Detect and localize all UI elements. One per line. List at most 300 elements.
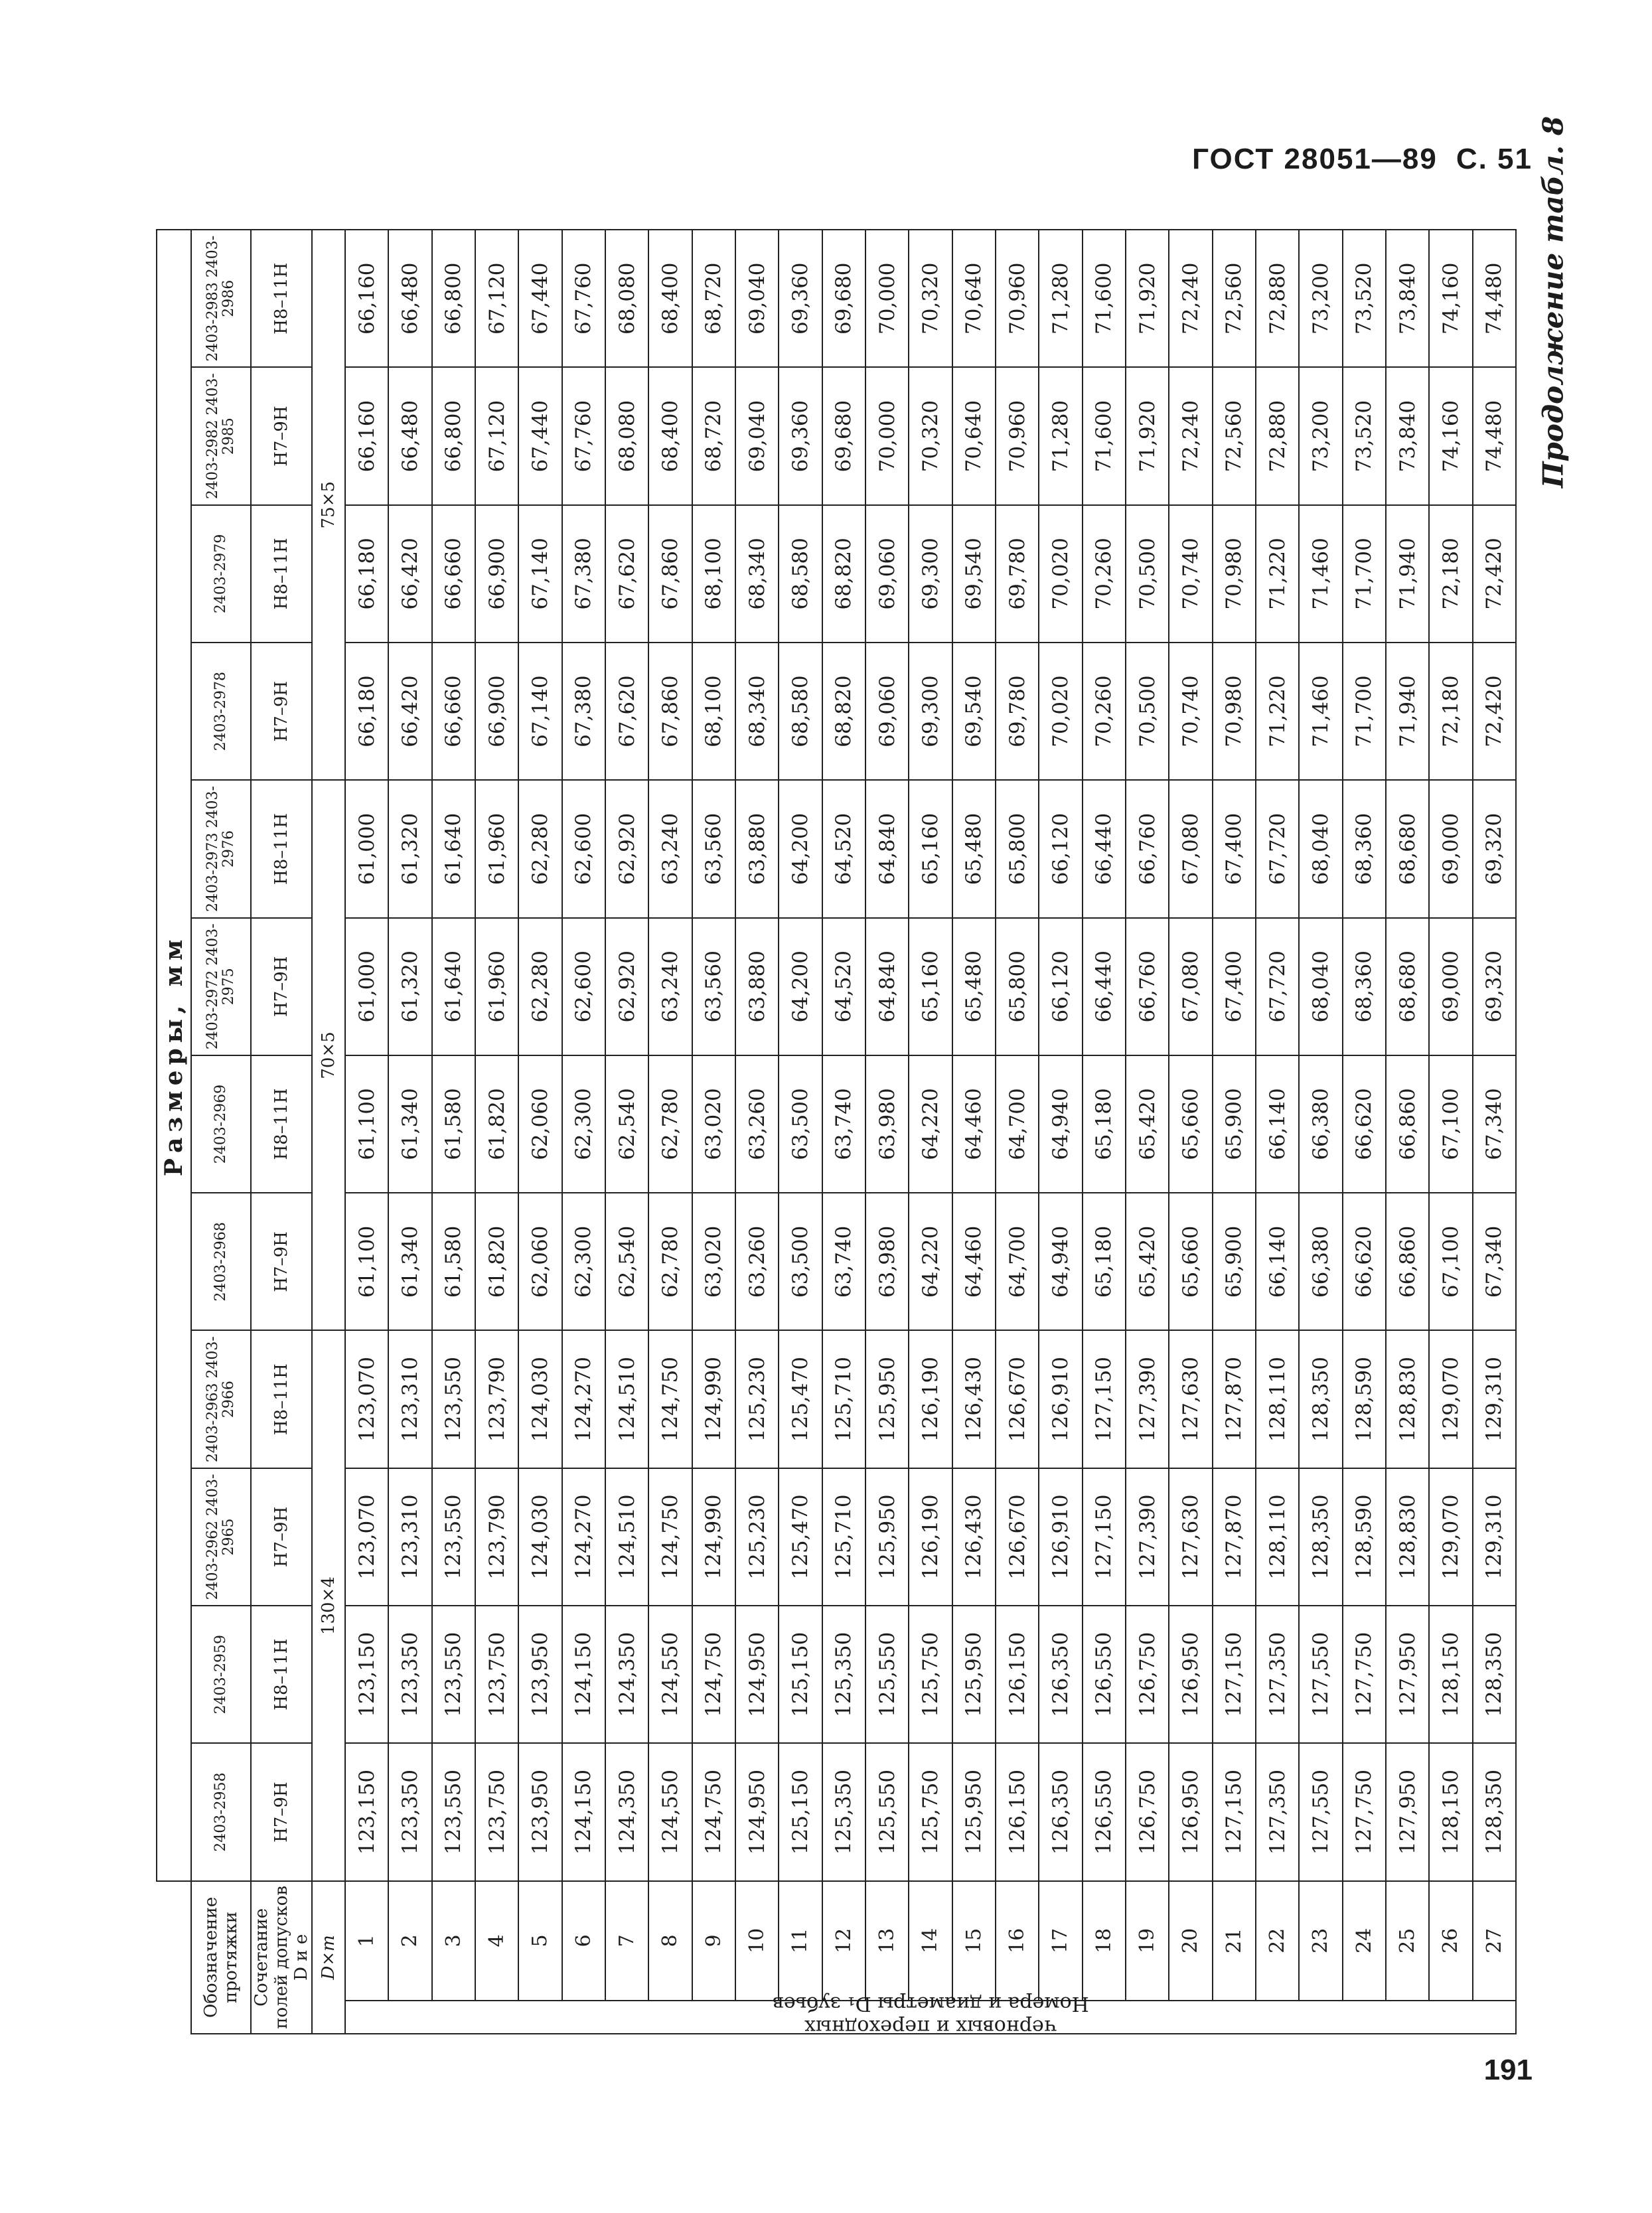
tooth-number: 8 (648, 1881, 692, 2001)
designation-cell: 2403-2973 2403-2976 (191, 780, 251, 917)
diameter-cell: 67,140 (518, 505, 562, 643)
diameter-cell: 69,040 (735, 230, 779, 367)
diameter-cell: 124,030 (518, 1331, 562, 1468)
diameter-cell: 70,020 (1039, 643, 1082, 780)
diameter-cell: 64,520 (822, 918, 865, 1055)
diameter-cell: 64,700 (996, 1055, 1039, 1193)
diameter-cell: 69,360 (779, 367, 822, 504)
table-row (648, 230, 692, 2034)
table-row (1213, 230, 1256, 2034)
diameter-cell: 74,160 (1429, 367, 1472, 504)
diameter-cell: 70,500 (1126, 643, 1169, 780)
diameter-cell: 73,840 (1386, 230, 1429, 367)
tooth-number: 14 (909, 1881, 952, 2001)
diameter-cell: 68,340 (735, 643, 779, 780)
diameter-cell: 65,800 (996, 918, 1039, 1055)
table-row (1429, 230, 1472, 2034)
tooth-number: 24 (1343, 1881, 1386, 2001)
diameter-cell: 125,470 (779, 1331, 822, 1468)
diameter-cell: 68,340 (735, 505, 779, 643)
tooth-number: 21 (1213, 1881, 1256, 2001)
diameter-cell: 71,940 (1386, 505, 1429, 643)
diameter-cell: 124,270 (562, 1468, 605, 1606)
diameter-cell: 64,200 (779, 780, 822, 917)
diameter-cell: 128,110 (1256, 1331, 1299, 1468)
diameter-cell: 64,700 (996, 1193, 1039, 1330)
designation-cell: 2403-2969 (191, 1055, 251, 1193)
diameter-cell: 69,060 (865, 643, 909, 780)
diameter-cell: 68,680 (1386, 918, 1429, 1055)
diameter-cell: 73,200 (1299, 230, 1342, 367)
diameter-cell: 126,350 (1039, 1743, 1082, 1880)
diameter-cell: 124,750 (692, 1743, 735, 1880)
diameter-cell: 73,840 (1386, 367, 1429, 504)
diameter-cell: 62,060 (518, 1055, 562, 1193)
diameter-cell: 66,620 (1343, 1193, 1386, 1330)
diameter-cell: 68,100 (692, 643, 735, 780)
diameter-cell: 123,790 (475, 1468, 518, 1606)
diameter-cell: 127,870 (1213, 1331, 1256, 1468)
diameter-cell: 126,190 (909, 1331, 952, 1468)
table-row (952, 230, 996, 2034)
diameter-cell: 69,320 (1473, 918, 1516, 1055)
diameter-cell: 63,020 (692, 1055, 735, 1193)
designation-cell: 2403-2963 2403-2966 (191, 1331, 251, 1468)
diameter-cell: 123,550 (432, 1331, 475, 1468)
diameter-cell: 127,950 (1386, 1743, 1429, 1880)
sizes-label: Размеры, мм (157, 230, 191, 1881)
diameter-cell: 72,420 (1473, 643, 1516, 780)
diameter-cell: 124,950 (735, 1606, 779, 1743)
diameter-cell: 125,470 (779, 1468, 822, 1606)
diameter-cell: 126,150 (996, 1743, 1039, 1880)
diameter-cell: 70,320 (909, 230, 952, 367)
diameter-cell: 124,270 (562, 1331, 605, 1468)
diameter-cell: 128,590 (1343, 1331, 1386, 1468)
diameter-cell: 71,280 (1039, 230, 1082, 367)
diameter-cell: 64,200 (779, 918, 822, 1055)
diameter-cell: 127,750 (1343, 1606, 1386, 1743)
table-row (692, 230, 735, 2034)
tooth-number: 12 (822, 1881, 865, 2001)
diameter-cell: 67,080 (1169, 918, 1212, 1055)
diameter-cell: 126,950 (1169, 1606, 1212, 1743)
diameter-cell: 63,740 (822, 1193, 865, 1330)
diameter-cell: 68,820 (822, 505, 865, 643)
tooth-number: 19 (1126, 1881, 1169, 2001)
tooth-number: 22 (1256, 1881, 1299, 2001)
sizes-table (156, 229, 1517, 2038)
diameter-cell: 124,030 (518, 1468, 562, 1606)
diameter-cell: 68,580 (779, 643, 822, 780)
tooth-number: 18 (1083, 1881, 1126, 2001)
diameter-cell: 128,830 (1386, 1468, 1429, 1606)
diameter-cell: 62,300 (562, 1055, 605, 1193)
diameter-cell: 67,440 (518, 230, 562, 367)
side-label-sub: черновых и переходных (804, 2015, 1057, 2038)
tooth-number: 6 (562, 1881, 605, 2001)
diameter-cell: 123,550 (432, 1606, 475, 1743)
diameter-cell: 72,560 (1213, 367, 1256, 504)
diameter-cell: 69,540 (952, 505, 996, 643)
diameter-cell: 61,320 (388, 780, 431, 917)
diameter-cell: 66,480 (388, 230, 431, 367)
table-row (1083, 230, 1126, 2034)
diameter-cell: 66,420 (388, 643, 431, 780)
designation-cell: 2403-2978 (191, 643, 251, 780)
diameter-cell: 67,440 (518, 367, 562, 504)
diameter-cell: 70,980 (1213, 505, 1256, 643)
tooth-number: 9 (692, 1881, 735, 2001)
diameter-cell: 126,190 (909, 1468, 952, 1606)
diameter-cell: 67,100 (1429, 1193, 1472, 1330)
tooth-number: 11 (779, 1881, 822, 2001)
diameter-cell: 126,670 (996, 1331, 1039, 1468)
diameter-cell: 62,540 (605, 1055, 648, 1193)
diameter-cell: 67,860 (648, 643, 692, 780)
diameter-cell: 127,550 (1299, 1743, 1342, 1880)
tooth-number: 13 (865, 1881, 909, 2001)
diameter-cell: 69,300 (909, 505, 952, 643)
diameter-cell: 70,000 (865, 230, 909, 367)
diameter-cell: 125,750 (909, 1606, 952, 1743)
diameter-cell: 123,750 (475, 1606, 518, 1743)
diameter-cell: 123,310 (388, 1468, 431, 1606)
diameter-cell: 73,520 (1343, 230, 1386, 367)
diameter-cell: 66,440 (1083, 780, 1126, 917)
diameter-cell: 66,120 (1039, 918, 1082, 1055)
table-row (1169, 230, 1212, 2034)
diameter-cell: 72,240 (1169, 367, 1212, 504)
diameter-cell: 127,630 (1169, 1468, 1212, 1606)
designation-cell: 2403-2979 (191, 505, 251, 643)
diameter-cell: 64,220 (909, 1193, 952, 1330)
diameter-cell: 125,350 (822, 1743, 865, 1880)
table-row (518, 230, 562, 2034)
designation-cell: 2403-2983 2403-2986 (191, 230, 251, 367)
diameter-cell: 66,860 (1386, 1193, 1429, 1330)
diameter-cell: 124,510 (605, 1468, 648, 1606)
table-row (1473, 230, 1516, 2034)
tooth-number: 26 (1429, 1881, 1472, 2001)
diameter-cell: 64,220 (909, 1055, 952, 1193)
diameter-cell: 69,680 (822, 367, 865, 504)
diameter-cell: 63,240 (648, 780, 692, 917)
table-row (1386, 230, 1429, 2034)
diameter-cell: 63,020 (692, 1193, 735, 1330)
diameter-cell: 64,840 (865, 780, 909, 917)
diameter-cell: 71,460 (1299, 643, 1342, 780)
diameter-cell: 61,960 (475, 780, 518, 917)
diameter-cell: 66,120 (1039, 780, 1082, 917)
diameter-cell: 123,350 (388, 1606, 431, 1743)
diameter-cell: 70,740 (1169, 643, 1212, 780)
dxm-group-cell: 130×4 (312, 1331, 345, 1881)
diameter-cell: 64,460 (952, 1193, 996, 1330)
table-row (779, 230, 822, 2034)
diameter-cell: 63,260 (735, 1193, 779, 1330)
diameter-cell: 72,880 (1256, 367, 1299, 504)
diameter-cell: 64,940 (1039, 1055, 1082, 1193)
diameter-cell: 68,080 (605, 367, 648, 504)
diameter-cell: 66,160 (345, 230, 388, 367)
diameter-cell: 127,150 (1213, 1743, 1256, 1880)
diameter-cell: 123,550 (432, 1468, 475, 1606)
diameter-cell: 124,750 (692, 1606, 735, 1743)
diameter-cell: 63,880 (735, 780, 779, 917)
table-region (156, 229, 1517, 2038)
diameter-cell: 72,180 (1429, 505, 1472, 643)
diameter-cell: 66,900 (475, 505, 518, 643)
diameter-cell: 71,920 (1126, 367, 1169, 504)
diameter-cell: 123,070 (345, 1331, 388, 1468)
diameter-cell: 61,000 (345, 780, 388, 917)
diameter-cell: 61,580 (432, 1055, 475, 1193)
table-row (1299, 230, 1342, 2034)
designation-cell: 2403-2982 2403-2985 (191, 367, 251, 504)
diameter-cell: 66,140 (1256, 1193, 1299, 1330)
diameter-cell: 70,260 (1083, 505, 1126, 643)
diameter-cell: 72,420 (1473, 505, 1516, 643)
diameter-cell: 71,920 (1126, 230, 1169, 367)
diameter-cell: 129,310 (1473, 1468, 1516, 1606)
diameter-cell: 62,280 (518, 780, 562, 917)
diameter-cell: 62,060 (518, 1193, 562, 1330)
diameter-cell: 125,950 (952, 1606, 996, 1743)
diameter-cell: 123,310 (388, 1331, 431, 1468)
diameter-cell: 125,350 (822, 1606, 865, 1743)
tooth-number: 7 (605, 1881, 648, 2001)
diameter-cell: 67,140 (518, 643, 562, 780)
diameter-cell: 67,100 (1429, 1055, 1472, 1193)
table-row (996, 230, 1039, 2034)
diameter-cell: 70,500 (1126, 505, 1169, 643)
tolerance-cell: H8–11H (251, 230, 312, 367)
diameter-cell: 124,510 (605, 1331, 648, 1468)
diameter-cell: 63,980 (865, 1055, 909, 1193)
diameter-cell: 126,550 (1083, 1606, 1126, 1743)
diameter-cell: 68,040 (1299, 918, 1342, 1055)
diameter-cell: 68,680 (1386, 780, 1429, 917)
diameter-cell: 65,900 (1213, 1193, 1256, 1330)
tooth-number: 16 (996, 1881, 1039, 2001)
diameter-cell: 70,640 (952, 367, 996, 504)
diameter-cell: 69,000 (1429, 918, 1472, 1055)
diameter-cell: 67,620 (605, 643, 648, 780)
diameter-cell: 123,950 (518, 1606, 562, 1743)
diameter-cell: 63,740 (822, 1055, 865, 1193)
diameter-cell: 68,360 (1343, 780, 1386, 917)
diameter-cell: 72,180 (1429, 643, 1472, 780)
diameter-cell: 63,500 (779, 1193, 822, 1330)
diameter-cell: 123,150 (345, 1743, 388, 1880)
diameter-cell: 66,420 (388, 505, 431, 643)
designation-label: Обозначение протяжки (191, 1881, 251, 2034)
diameter-cell: 70,960 (996, 367, 1039, 504)
designation-cell: 2403-2958 (191, 1743, 251, 1880)
diameter-cell: 62,920 (605, 780, 648, 917)
diameter-cell: 74,480 (1473, 230, 1516, 367)
diameter-cell: 65,160 (909, 780, 952, 917)
diameter-cell: 126,910 (1039, 1331, 1082, 1468)
diameter-cell: 74,160 (1429, 230, 1472, 367)
diameter-cell: 66,660 (432, 505, 475, 643)
diameter-cell: 72,880 (1256, 230, 1299, 367)
diameter-cell: 67,400 (1213, 918, 1256, 1055)
diameter-cell: 70,960 (996, 230, 1039, 367)
diameter-cell: 67,400 (1213, 780, 1256, 917)
diameter-cell: 61,100 (345, 1055, 388, 1193)
tooth-number: 27 (1473, 1881, 1516, 2001)
diameter-cell: 61,640 (432, 918, 475, 1055)
dxm-group-cell: 75×5 (312, 230, 345, 780)
diameter-cell: 72,560 (1213, 230, 1256, 367)
table-row (1126, 230, 1169, 2034)
diameter-cell: 68,100 (692, 505, 735, 643)
tooth-number: 17 (1039, 1881, 1082, 2001)
diameter-cell: 123,750 (475, 1743, 518, 1880)
tolerance-label: Сочетание полей допусков D и е (251, 1881, 312, 2034)
diameter-cell: 63,560 (692, 918, 735, 1055)
diameter-cell: 63,560 (692, 780, 735, 917)
diameter-cell: 128,350 (1473, 1606, 1516, 1743)
diameter-cell: 61,100 (345, 1193, 388, 1330)
diameter-cell: 69,780 (996, 505, 1039, 643)
diameter-cell: 127,550 (1299, 1606, 1342, 1743)
rotated-table-frame (156, 229, 1517, 2038)
diameter-cell: 123,070 (345, 1468, 388, 1606)
tooth-number: 15 (952, 1881, 996, 2001)
diameter-cell: 126,750 (1126, 1606, 1169, 1743)
diameter-cell: 128,150 (1429, 1606, 1472, 1743)
diameter-cell: 127,150 (1213, 1606, 1256, 1743)
diameter-cell: 127,750 (1343, 1743, 1386, 1880)
tolerance-cell: H7–9H (251, 1468, 312, 1606)
table-row (605, 230, 648, 2034)
diameter-cell: 67,080 (1169, 780, 1212, 917)
diameter-cell: 68,720 (692, 230, 735, 367)
tolerance-cell: H8–11H (251, 1606, 312, 1743)
diameter-cell: 65,660 (1169, 1055, 1212, 1193)
diameter-cell: 123,150 (345, 1606, 388, 1743)
diameter-cell: 128,590 (1343, 1468, 1386, 1606)
page-folio: 191 (1483, 2054, 1533, 2086)
diameter-cell: 125,550 (865, 1606, 909, 1743)
diameter-cell: 61,580 (432, 1193, 475, 1330)
diameter-cell: 69,300 (909, 643, 952, 780)
diameter-cell: 125,950 (865, 1468, 909, 1606)
diameter-cell: 125,750 (909, 1743, 952, 1880)
diameter-cell: 126,670 (996, 1468, 1039, 1606)
diameter-cell: 66,900 (475, 643, 518, 780)
diameter-cell: 66,380 (1299, 1193, 1342, 1330)
diameter-cell: 124,150 (562, 1606, 605, 1743)
diameter-cell: 65,660 (1169, 1193, 1212, 1330)
tolerance-cell: H7–9H (251, 1193, 312, 1330)
tolerance-cell: H8–11H (251, 780, 312, 917)
diameter-cell: 71,600 (1083, 367, 1126, 504)
diameter-cell: 73,520 (1343, 367, 1386, 504)
diameter-cell: 68,040 (1299, 780, 1342, 917)
diameter-cell: 125,150 (779, 1606, 822, 1743)
diameter-cell: 61,000 (345, 918, 388, 1055)
tooth-number: 3 (432, 1881, 475, 2001)
diameter-cell: 124,350 (605, 1606, 648, 1743)
table-row (822, 230, 865, 2034)
diameter-cell: 66,380 (1299, 1055, 1342, 1193)
diameter-cell: 70,020 (1039, 505, 1082, 643)
diameter-cell: 71,940 (1386, 643, 1429, 780)
diameter-cell: 63,260 (735, 1055, 779, 1193)
diameter-cell: 65,160 (909, 918, 952, 1055)
diameter-cell: 127,390 (1126, 1331, 1169, 1468)
diameter-cell: 69,000 (1429, 780, 1472, 917)
diameter-cell: 73,200 (1299, 367, 1342, 504)
designation-cell: 2403-2968 (191, 1193, 251, 1330)
diameter-cell: 61,340 (388, 1055, 431, 1193)
tooth-number: 20 (1169, 1881, 1212, 2001)
diameter-cell: 66,620 (1343, 1055, 1386, 1193)
diameter-cell: 70,980 (1213, 643, 1256, 780)
diameter-cell: 126,350 (1039, 1606, 1082, 1743)
table-row (735, 230, 779, 2034)
diameter-cell: 71,700 (1343, 643, 1386, 780)
diameter-cell: 125,710 (822, 1331, 865, 1468)
diameter-cell: 61,820 (475, 1055, 518, 1193)
diameter-cell: 125,710 (822, 1468, 865, 1606)
diameter-cell: 67,120 (475, 367, 518, 504)
diameter-cell: 66,660 (432, 643, 475, 780)
diameter-cell: 67,720 (1256, 918, 1299, 1055)
diameter-cell: 65,180 (1083, 1193, 1126, 1330)
diameter-cell: 126,950 (1169, 1743, 1212, 1880)
page-number: С. 51 (1456, 143, 1533, 175)
diameter-cell: 67,760 (562, 367, 605, 504)
diameter-cell: 125,550 (865, 1743, 909, 1880)
side-label-main: Номера и диаметры D₁ зубьев (772, 1991, 1089, 2015)
diameter-cell: 127,870 (1213, 1468, 1256, 1606)
diameter-cell: 126,750 (1126, 1743, 1169, 1880)
diameter-cell: 66,480 (388, 367, 431, 504)
tolerance-cell: H7–9H (251, 1743, 312, 1880)
diameter-cell: 64,840 (865, 918, 909, 1055)
diameter-cell: 124,550 (648, 1606, 692, 1743)
diameter-cell: 66,140 (1256, 1055, 1299, 1193)
diameter-cell: 61,820 (475, 1193, 518, 1330)
diameter-cell: 67,620 (605, 505, 648, 643)
diameter-cell: 69,360 (779, 230, 822, 367)
diameter-cell: 128,350 (1299, 1468, 1342, 1606)
diameter-cell: 124,550 (648, 1743, 692, 1880)
diameter-cell: 70,740 (1169, 505, 1212, 643)
diameter-cell: 65,800 (996, 780, 1039, 917)
diameter-cell: 64,520 (822, 780, 865, 917)
diameter-cell: 61,960 (475, 918, 518, 1055)
diameter-cell: 68,400 (648, 367, 692, 504)
diameter-cell: 70,260 (1083, 643, 1126, 780)
diameter-cell: 123,950 (518, 1743, 562, 1880)
diameter-cell: 66,180 (345, 505, 388, 643)
tolerance-cell: H7–9H (251, 367, 312, 504)
diameter-cell: 67,340 (1473, 1193, 1516, 1330)
dxm-label: D×m (312, 1881, 345, 2034)
table-row (865, 230, 909, 2034)
diameter-cell: 62,920 (605, 918, 648, 1055)
diameter-cell: 64,940 (1039, 1193, 1082, 1330)
diameter-cell: 127,390 (1126, 1468, 1169, 1606)
tooth-number: 23 (1299, 1881, 1342, 2001)
diameter-cell: 68,580 (779, 505, 822, 643)
